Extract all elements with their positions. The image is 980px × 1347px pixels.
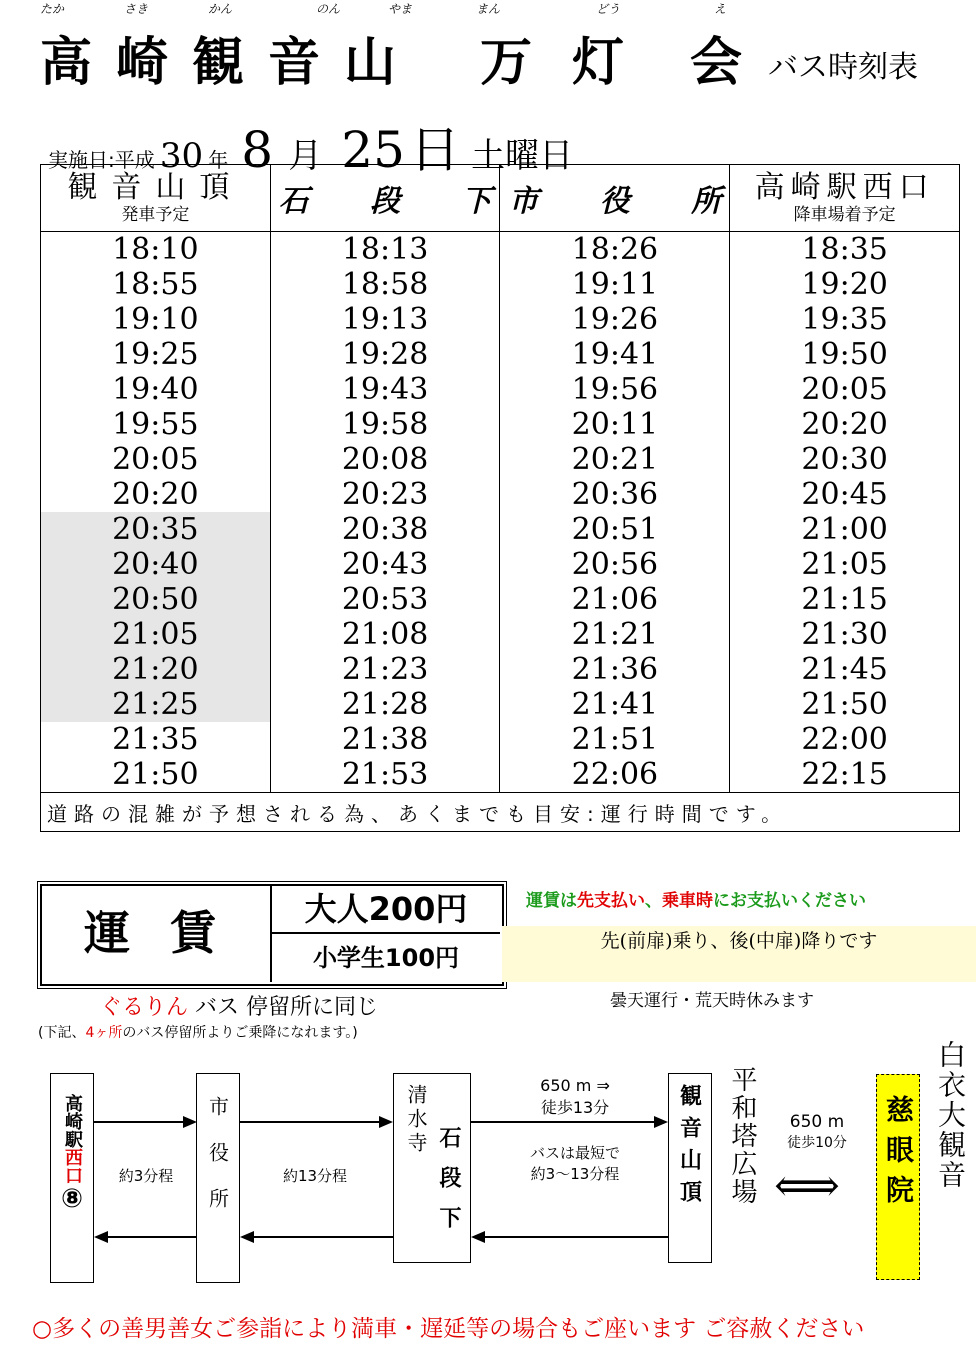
date-year-unit: 年 (208, 148, 229, 172)
stops-note-1: (下記、 (38, 1025, 86, 1041)
time-cell: 21:23 (270, 652, 500, 687)
header-char: 段 (370, 184, 401, 219)
date-month: 8 (241, 121, 274, 179)
time-cell: 21:30 (730, 617, 960, 652)
bus-min-b: 約3〜13分程 (530, 1165, 620, 1183)
stops-note (38, 1022, 358, 1042)
time-cell: 20:23 (270, 477, 500, 512)
arrowhead (240, 1231, 254, 1243)
time-cell: 18:10 (41, 232, 271, 268)
table-row (41, 442, 960, 477)
time-cell: 21:53 (270, 757, 500, 793)
stop-takasaki-station (50, 1073, 94, 1283)
arrow-2-left (254, 1236, 393, 1238)
timetable-note: 道路の混雑が予想される為、あくまでも目安:運行時間です。 (41, 793, 960, 832)
arrowhead (379, 1116, 393, 1128)
jigen-in (876, 1074, 920, 1280)
time-3min: 約3分程 (118, 1167, 174, 1185)
fare-adult: 大人200円 (304, 890, 468, 928)
ruby-e: え (714, 2, 727, 16)
time-cell: 19:20 (730, 267, 960, 302)
station-number: ⑧ (60, 1184, 83, 1214)
time-cell: 21:06 (500, 582, 730, 617)
table-row (41, 582, 960, 617)
ruby-non: のん (316, 2, 341, 16)
col-header-ishidan (270, 165, 500, 232)
time-cell: 20:53 (270, 582, 500, 617)
weather-note: 曇天運行・荒天時休みます (610, 991, 814, 1011)
walk2-distance: 650 m (789, 1112, 845, 1132)
col-header-summit-name: 観音山頂 (67, 170, 244, 205)
time-cell: 21:15 (730, 582, 960, 617)
title-mando: 万灯 (480, 32, 665, 93)
stop-summit (668, 1073, 712, 1263)
time-cell: 21:41 (500, 687, 730, 722)
table-row (41, 757, 960, 793)
time-cell: 20:21 (500, 442, 730, 477)
time-cell: 19:13 (270, 302, 500, 337)
time-cell: 20:05 (41, 442, 271, 477)
table-row (41, 302, 960, 337)
gururin-note (100, 990, 378, 1021)
cityhall-label: 市役所 (205, 1096, 230, 1234)
time-cell: 21:35 (41, 722, 271, 757)
table-row (41, 267, 960, 302)
timetable (40, 164, 960, 832)
date-month-unit: 月 (288, 136, 323, 176)
time-cell: 20:38 (270, 512, 500, 547)
time-cell: 20:43 (270, 547, 500, 582)
walk1-distance: 650 m ⇒ (540, 1076, 610, 1095)
double-arrow-icon: ⟺ (774, 1158, 840, 1212)
time-cell: 18:13 (270, 232, 500, 268)
header-char: 所 (691, 184, 722, 219)
table-row (41, 232, 960, 268)
time-cell: 19:35 (730, 302, 960, 337)
date-day: 25 (341, 121, 405, 179)
time-cell: 21:50 (730, 687, 960, 722)
table-row (41, 722, 960, 757)
header-char: 石 (278, 184, 309, 219)
time-cell: 21:20 (41, 652, 271, 687)
table-row (41, 617, 960, 652)
arrowhead (94, 1231, 108, 1243)
date-day-unit: 日 (410, 121, 461, 179)
stop-cityhall (196, 1073, 240, 1283)
walk1-time: 徒歩13分 (540, 1098, 610, 1117)
time-cell: 20:05 (730, 372, 960, 407)
col-header-summit (41, 165, 271, 232)
boarding-note: 先(前扉)乗り、後(中扉)降りです (502, 926, 976, 982)
stop-ishidan (393, 1073, 471, 1263)
table-row (41, 407, 960, 442)
time-cell: 21:28 (270, 687, 500, 722)
time-cell: 18:55 (41, 267, 271, 302)
time-cell: 20:35 (41, 512, 271, 547)
time-cell: 20:40 (41, 547, 271, 582)
header-char: 市 (508, 184, 539, 219)
title-timetable: バス時刻表 (768, 50, 918, 85)
pay-note (526, 886, 866, 911)
time-cell: 20:50 (41, 582, 271, 617)
table-row (41, 687, 960, 722)
walk2-time: 徒歩10分 (787, 1135, 847, 1151)
title-e: 会 (690, 32, 749, 93)
arrowhead (471, 1231, 485, 1243)
ruby-saki: さき (124, 2, 149, 16)
hakui-kannon: 白衣大観音 (934, 1040, 967, 1190)
pay-note-5: にお支払いください (713, 891, 866, 911)
time-cell: 21:38 (270, 722, 500, 757)
time-cell: 20:56 (500, 547, 730, 582)
time-cell: 19:25 (41, 337, 271, 372)
stops-note-2: 4ヶ所 (85, 1025, 123, 1041)
table-row (41, 337, 960, 372)
peace-tower-plaza: 平和塔広場 (727, 1066, 757, 1206)
col-header-ishidan-name (271, 176, 500, 220)
time-cell: 19:26 (500, 302, 730, 337)
time-cell: 20:51 (500, 512, 730, 547)
col-header-station (730, 165, 960, 232)
time-cell: 22:15 (730, 757, 960, 793)
time-cell: 18:58 (270, 267, 500, 302)
col-header-station-name: 高崎駅西口 (754, 170, 935, 205)
arrowhead (654, 1116, 668, 1128)
time-cell: 20:08 (270, 442, 500, 477)
time-cell: 21:05 (41, 617, 271, 652)
time-cell: 20:20 (41, 477, 271, 512)
table-row (41, 547, 960, 582)
table-row (41, 652, 960, 687)
gururin-name: ぐるりん (100, 995, 189, 1020)
arrow-3-left (485, 1236, 668, 1238)
date-weekday: 土曜日 (471, 136, 574, 176)
col-header-cityhall (500, 165, 730, 232)
time-cell: 22:00 (730, 722, 960, 757)
arrow-1-left (108, 1236, 196, 1238)
time-cell: 21:00 (730, 512, 960, 547)
time-cell: 19:58 (270, 407, 500, 442)
title-main: 高崎観音山 (40, 32, 421, 93)
time-cell: 19:11 (500, 267, 730, 302)
header-char: 下 (461, 184, 492, 219)
arrowhead (183, 1116, 197, 1128)
bus-min-a: バスは最短で (529, 1144, 620, 1162)
time-cell: 19:41 (500, 337, 730, 372)
ruby-yama: やま (388, 2, 413, 16)
pay-note-1: 運賃は (526, 891, 577, 911)
station-west-exit: 西口 (62, 1148, 83, 1184)
time-cell: 20:30 (730, 442, 960, 477)
time-cell: 20:36 (500, 477, 730, 512)
time-cell: 19:50 (730, 337, 960, 372)
time-cell: 20:45 (730, 477, 960, 512)
kiyomizu-label: 清水寺 (404, 1084, 428, 1156)
walk-650-10 (762, 1112, 872, 1152)
footer-notice: ○多くの善男善女ご参詣により満車・遅延等の場合もご座います ご容赦ください (32, 1316, 865, 1342)
time-cell: 18:26 (500, 232, 730, 268)
time-cell: 22:06 (500, 757, 730, 793)
time-cell: 21:25 (41, 687, 271, 722)
time-cell: 21:50 (41, 757, 271, 793)
ruby-man: まん (476, 2, 501, 16)
time-cell: 20:11 (500, 407, 730, 442)
arrow-1-right (94, 1121, 184, 1123)
time-cell: 21:45 (730, 652, 960, 687)
ruby-dou: どう (596, 2, 621, 16)
time-cell: 19:55 (41, 407, 271, 442)
station-name: 高崎駅 (62, 1094, 83, 1148)
time-cell: 19:43 (270, 372, 500, 407)
stops-note-3: のバス停留所よりご乗降になれます。) (122, 1025, 358, 1041)
time-13min: 約13分程 (282, 1167, 348, 1185)
time-cell: 19:28 (270, 337, 500, 372)
ruby-kan: かん (208, 2, 233, 16)
bus-min-time (495, 1142, 655, 1184)
table-row (41, 512, 960, 547)
arrow-3-right (471, 1121, 655, 1123)
walk-650-13 (500, 1076, 650, 1118)
jigen-label: 慈眼院 (882, 1095, 915, 1215)
date-year: 30 (159, 136, 204, 176)
header-char: 役 (599, 184, 630, 219)
time-cell: 18:35 (730, 232, 960, 268)
arrow-2-right (240, 1121, 380, 1123)
col-header-summit-sub: 発車予定 (121, 205, 190, 225)
fare-child: 小学生100円 (312, 944, 460, 972)
time-cell: 21:51 (500, 722, 730, 757)
time-cell: 19:56 (500, 372, 730, 407)
time-cell: 21:21 (500, 617, 730, 652)
table-row (41, 477, 960, 512)
pay-note-3: 、 (645, 891, 662, 911)
time-cell: 20:20 (730, 407, 960, 442)
date-label: 実施日:平成 (48, 148, 155, 172)
pay-note-2: 先支払い (577, 891, 645, 911)
time-cell: 19:10 (41, 302, 271, 337)
col-header-station-sub: 降車場着予定 (793, 205, 896, 225)
time-cell: 21:36 (500, 652, 730, 687)
col-header-cityhall-name (500, 176, 729, 220)
time-cell: 19:40 (41, 372, 271, 407)
ruby-taka: たか (40, 2, 65, 16)
summit-label: 観音山頂 (676, 1084, 703, 1212)
gururin-text: バス 停留所に同じ (188, 995, 379, 1020)
pay-note-4: 乗車時 (662, 891, 713, 911)
time-cell: 21:05 (730, 547, 960, 582)
table-row (41, 372, 960, 407)
fare-label: 運賃 (84, 906, 256, 960)
ishidan-label: 石段下 (436, 1126, 462, 1246)
time-cell: 21:08 (270, 617, 500, 652)
